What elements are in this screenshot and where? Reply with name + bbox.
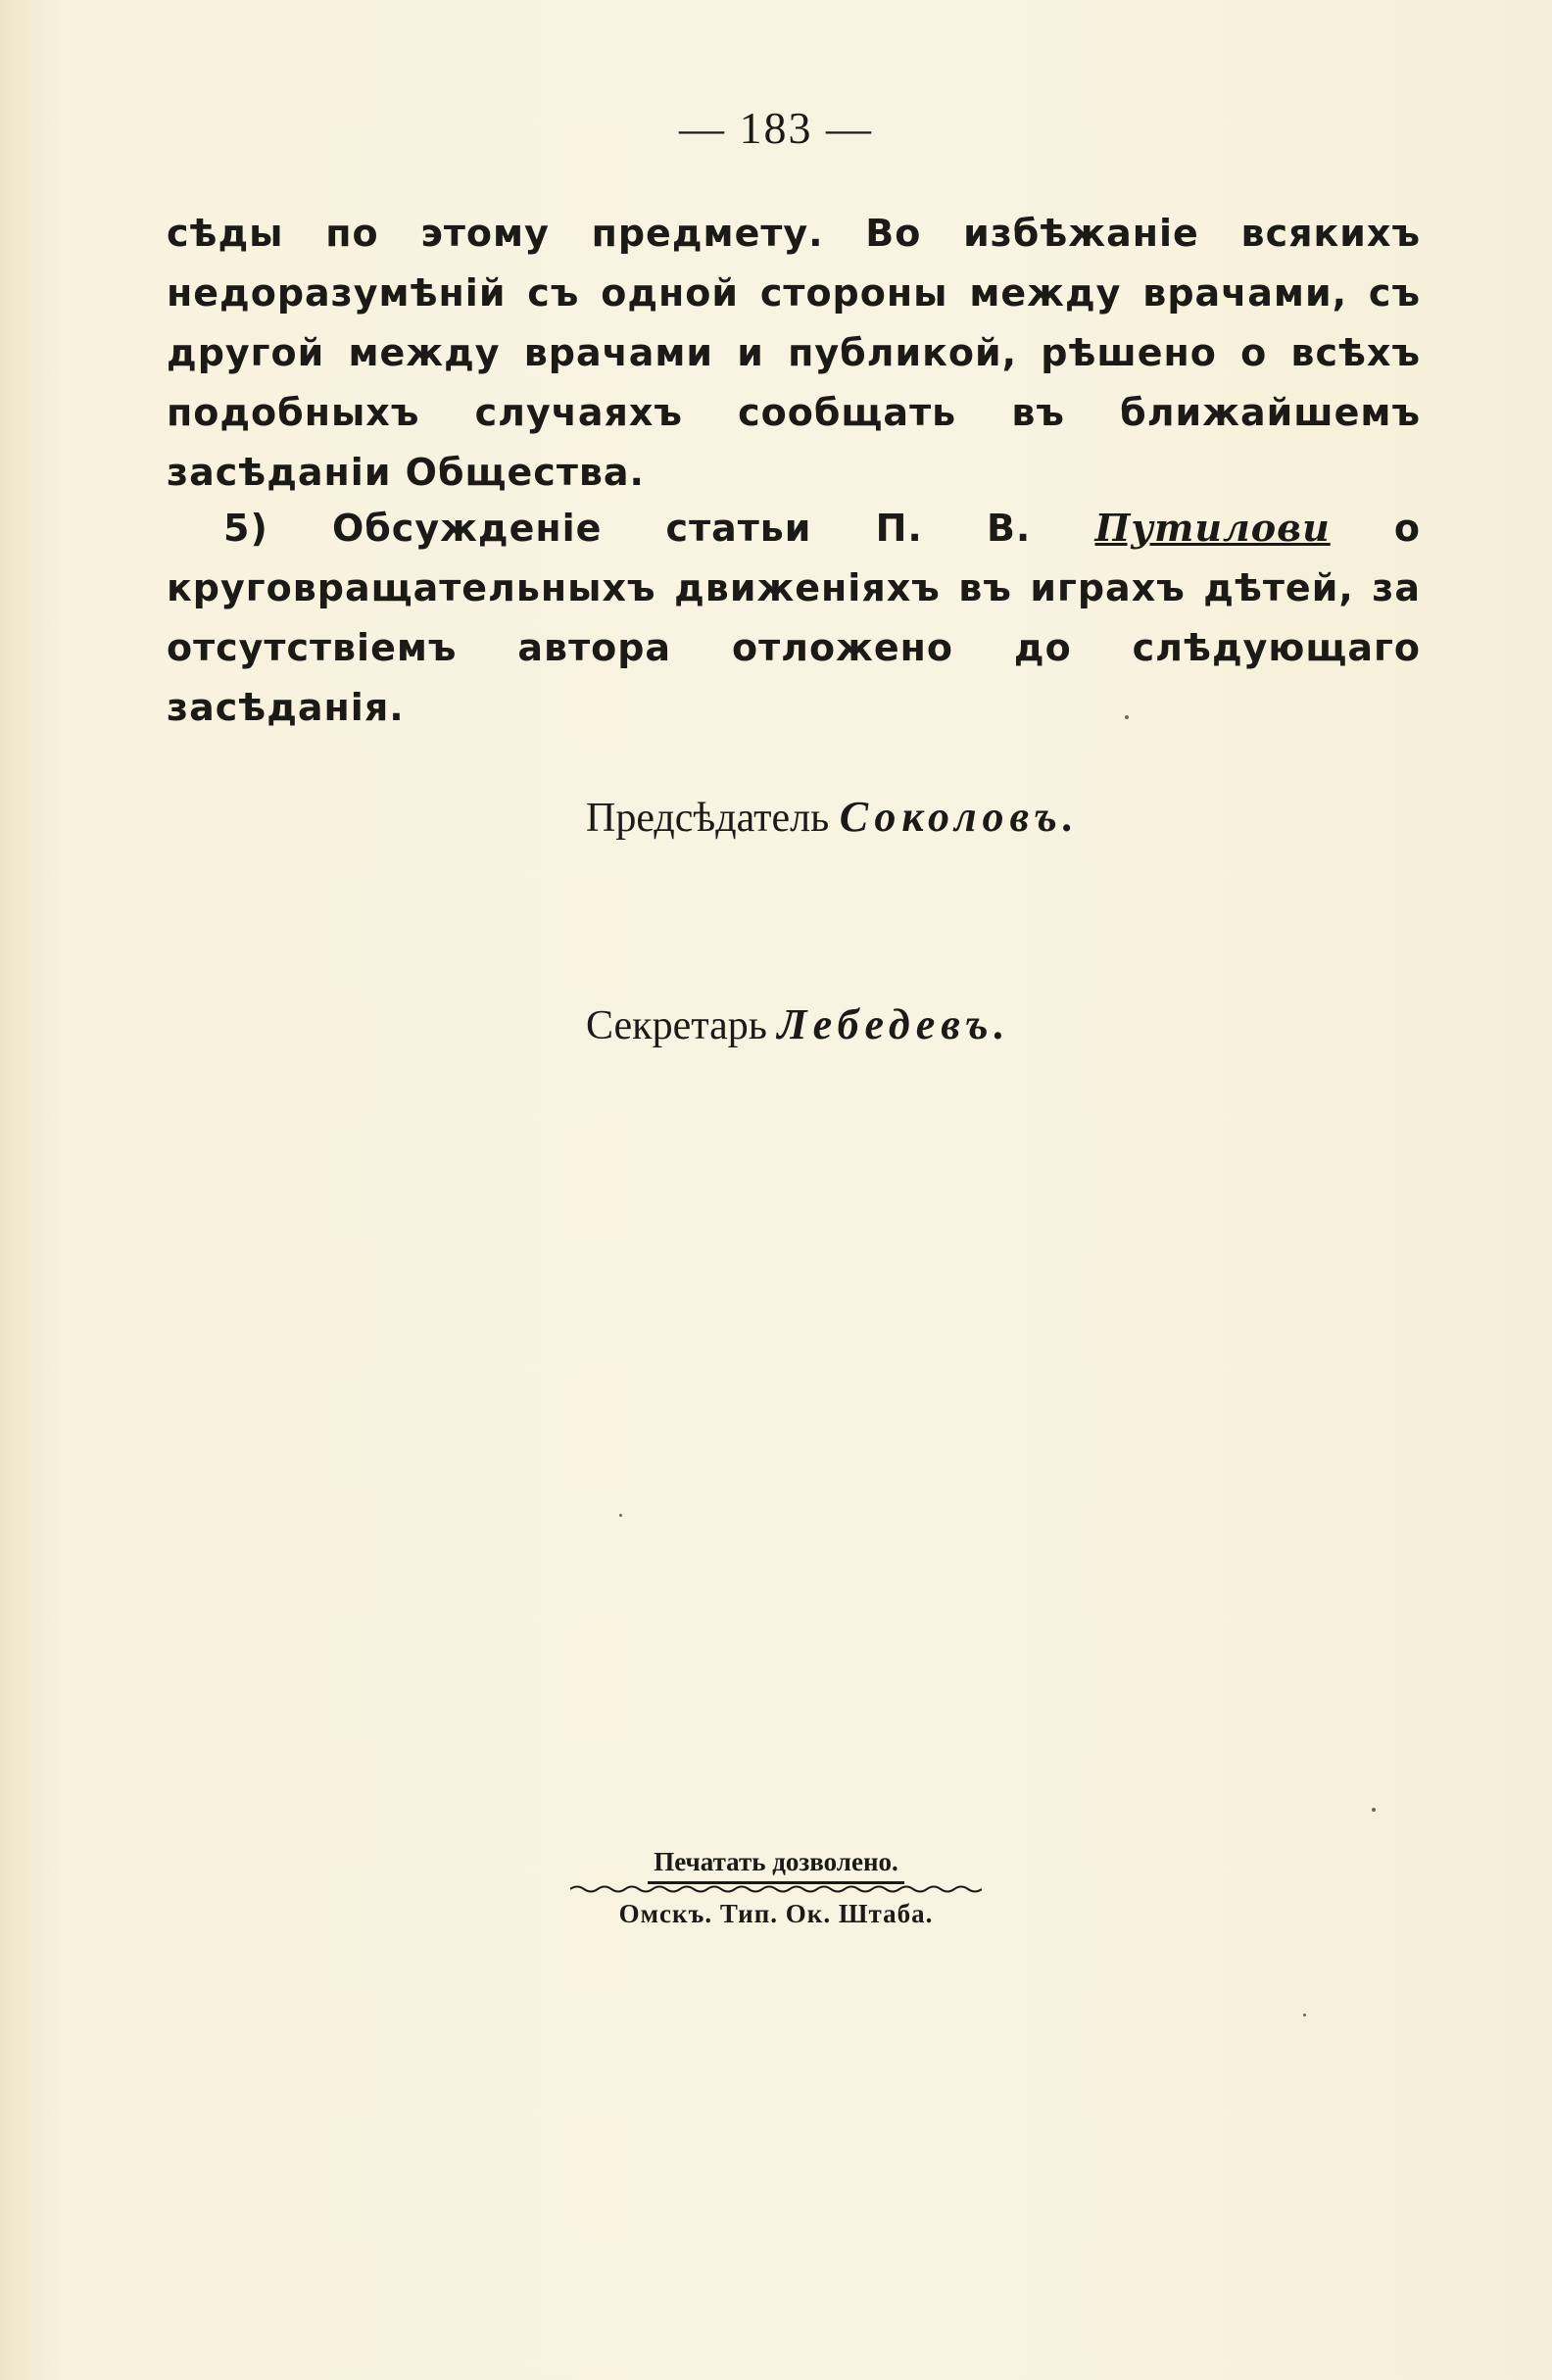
secretary-signature bbox=[586, 999, 1011, 1049]
paragraph-1: сѣды по этому предмету. Во избѣжаніе всякихъ недоразумѣній съ одной стороны между врачами, съ другой между врачами и публикой, рѣшено о всѣхъ подобныхъ случаяхъ сообщать въ ближайшемъ засѣданіи Общества. bbox=[167, 212, 1421, 494]
author-name: Путилови bbox=[1094, 506, 1331, 550]
chairman-signature bbox=[586, 792, 1080, 842]
paper-speck bbox=[1125, 715, 1129, 719]
paper-speck bbox=[1303, 2014, 1306, 2016]
paper-speck bbox=[1372, 1808, 1376, 1812]
wavy-divider bbox=[570, 1884, 982, 1894]
chairman-name: Соколовъ. bbox=[839, 793, 1080, 841]
chairman-label: Предсѣдатель bbox=[586, 796, 840, 841]
paper-speck bbox=[619, 1514, 622, 1517]
paragraph-2-end: о круговращательныхъ движеніяхъ въ играхъ дѣтей, за отсутствіемъ автора отложено до слѣдующаго засѣданія. bbox=[167, 507, 1421, 729]
paragraph-2 bbox=[167, 498, 1421, 738]
printer-imprint: Омскъ. Тип. Ок. Штаба. bbox=[618, 1899, 934, 1928]
secretary-name: Лебедевъ. bbox=[777, 1000, 1011, 1048]
paragraph-2-start: 5) Обсужденіе статьи П. В. bbox=[223, 507, 1095, 550]
secretary-label: Секретарь bbox=[586, 1003, 778, 1048]
page-number: — 183 — bbox=[679, 103, 873, 153]
censorship-approval: Печатать дозволено. bbox=[648, 1842, 904, 1884]
imprint-block bbox=[0, 1842, 1552, 1933]
